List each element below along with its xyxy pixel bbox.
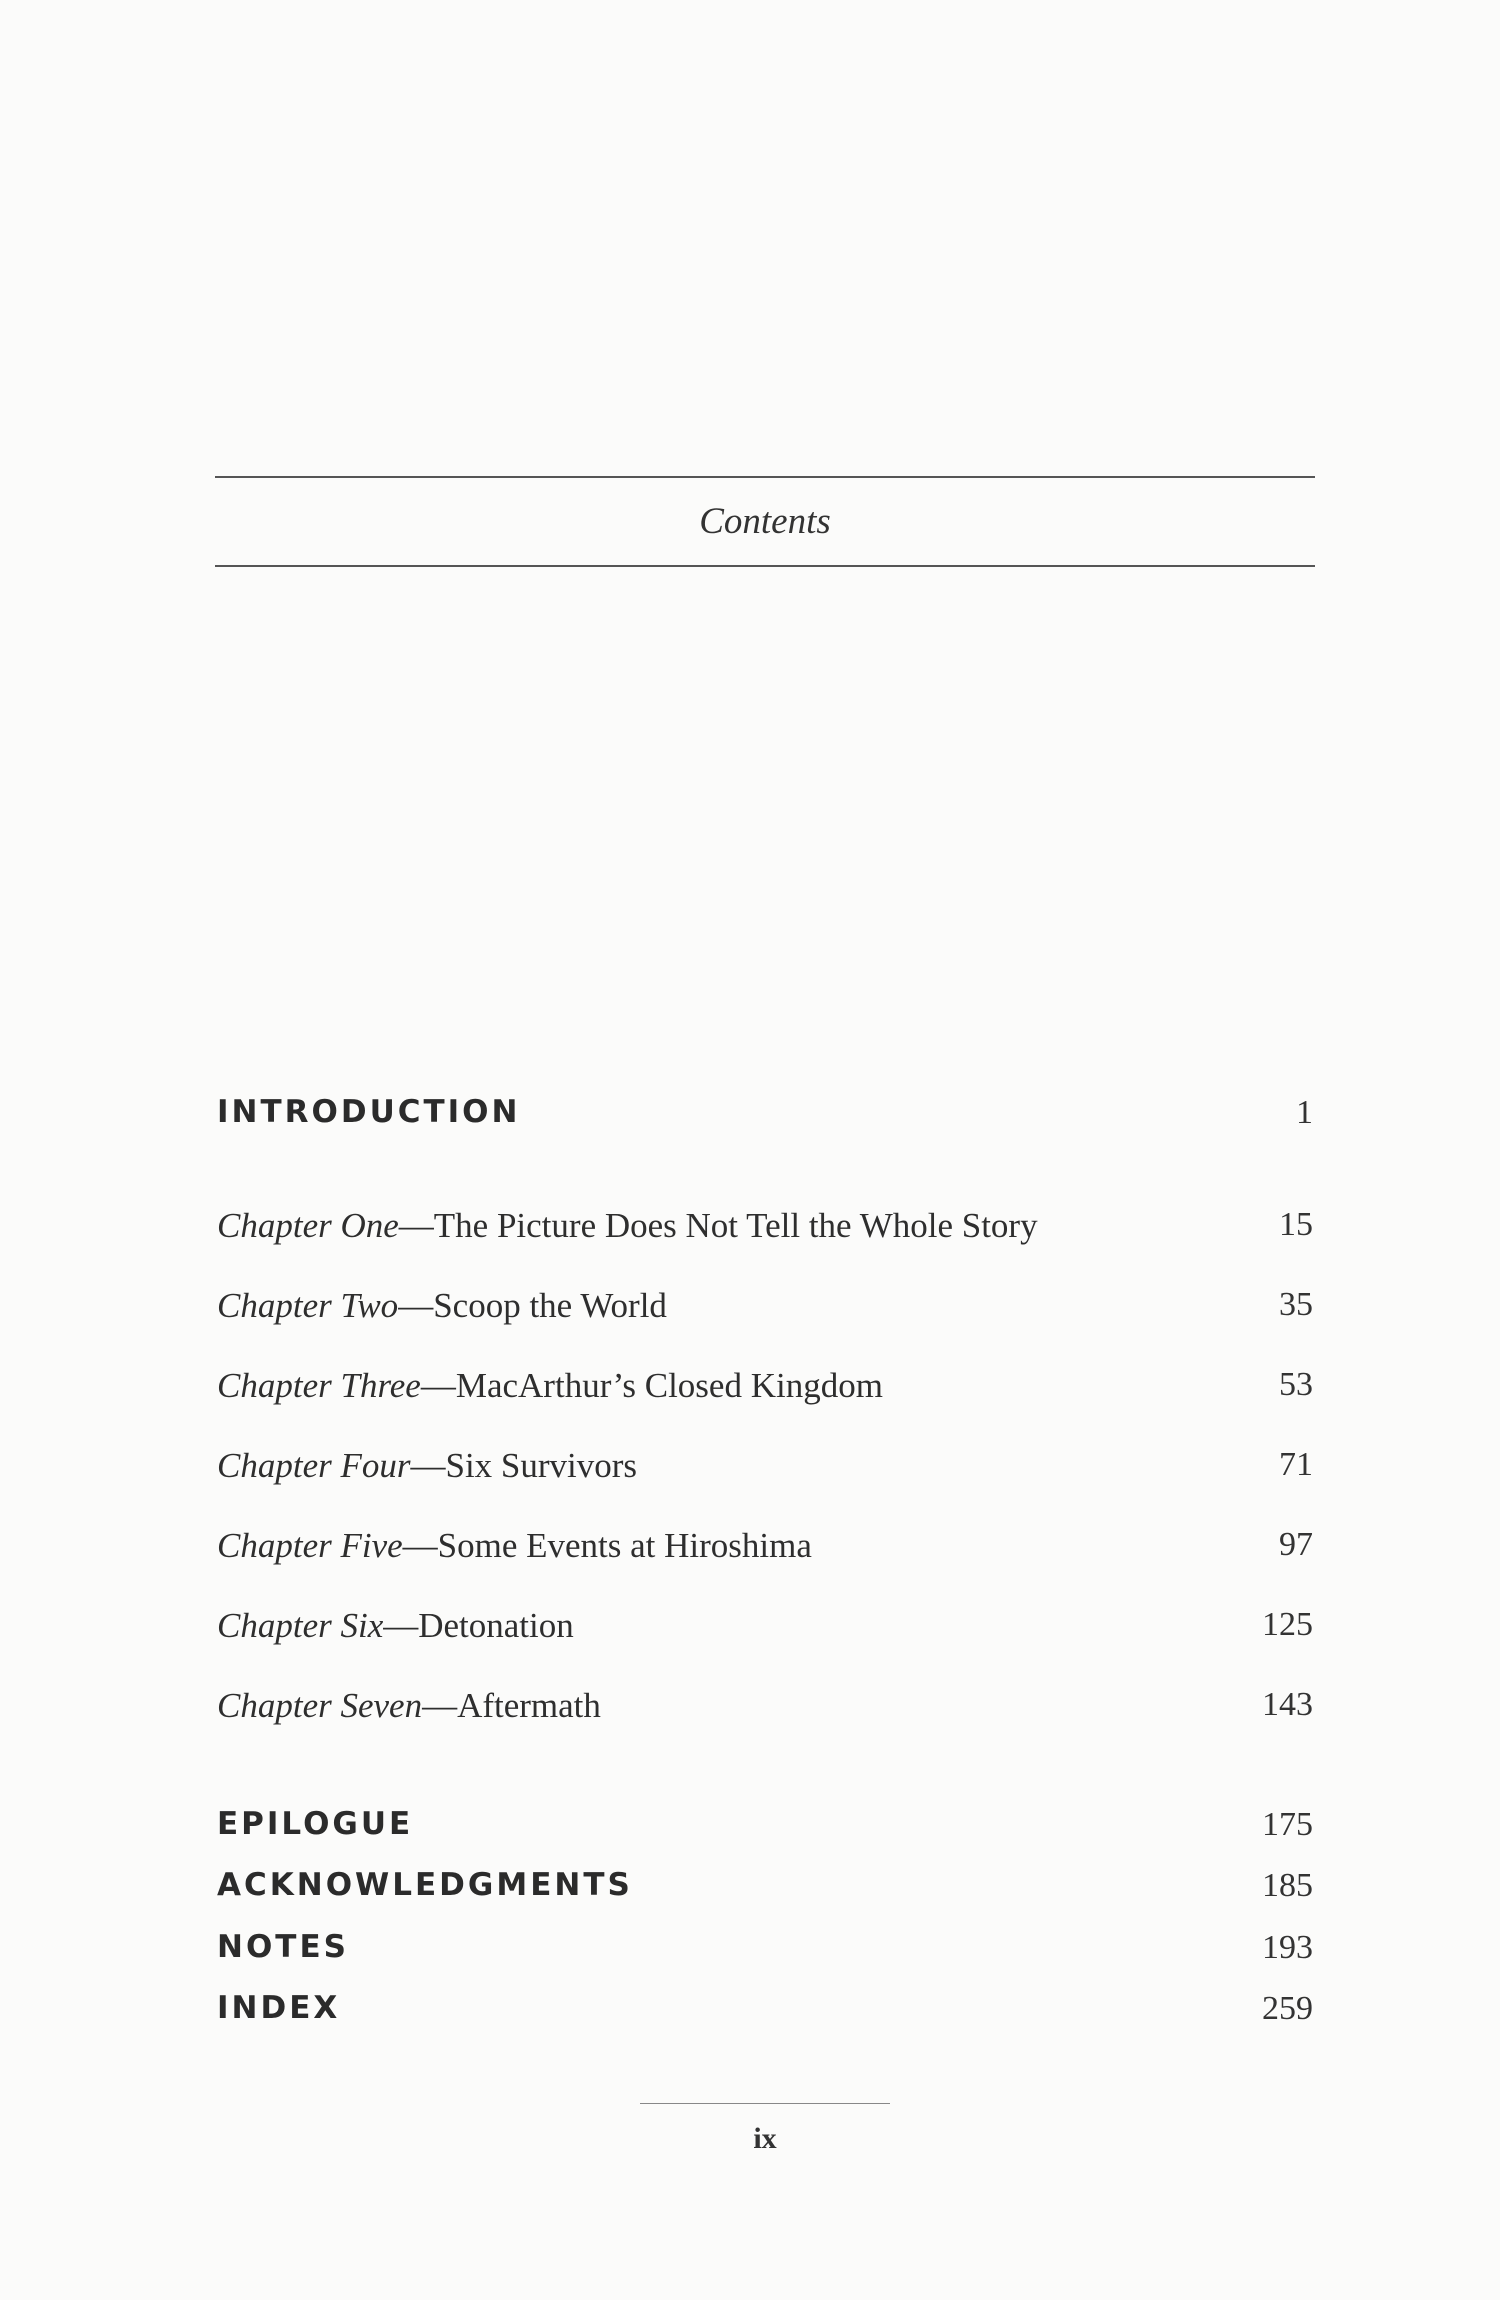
toc-entry-label: ACKNOWLEDGMENTS — [217, 1867, 633, 1903]
toc-entry-notes — [217, 1929, 1313, 1985]
toc-entry-page: 1 — [1296, 1094, 1313, 1131]
toc-entry-page: 71 — [1279, 1446, 1313, 1483]
toc-entry-label: EPILOGUE — [217, 1806, 414, 1842]
dash: — — [398, 1286, 434, 1325]
toc-entry-page: 259 — [1262, 1990, 1313, 2027]
toc-entry-label — [217, 1606, 574, 1646]
toc-entry-label — [217, 1686, 601, 1726]
chapter-prefix: Chapter Three — [217, 1366, 421, 1405]
toc-entry-label — [217, 1366, 883, 1406]
toc-entry-chapter — [217, 1286, 1313, 1342]
toc-entry-chapter — [217, 1446, 1313, 1502]
dash: — — [398, 1206, 434, 1245]
dash: — — [410, 1446, 446, 1485]
toc-entry-page: 175 — [1262, 1806, 1313, 1843]
toc-entry-label — [217, 1526, 812, 1566]
toc-entry-label: NOTES — [217, 1929, 349, 1965]
toc-entry-label — [217, 1286, 667, 1326]
toc-entry-chapter — [217, 1686, 1313, 1742]
chapter-title: Some Events at Hiroshima — [437, 1526, 812, 1565]
chapter-prefix: Chapter Seven — [217, 1686, 423, 1725]
chapter-prefix: Chapter Two — [217, 1286, 399, 1325]
toc-entry-page: 15 — [1279, 1206, 1313, 1243]
toc-entry-label — [217, 1206, 1038, 1246]
toc-entry-page: 125 — [1262, 1606, 1313, 1643]
toc-entry-label: INTRODUCTION — [217, 1094, 521, 1130]
page-number: ix — [753, 2122, 777, 2155]
toc-entry-chapter — [217, 1366, 1313, 1422]
dash: — — [402, 1526, 438, 1565]
footer-rule — [640, 2103, 890, 2104]
chapter-title: Aftermath — [457, 1686, 601, 1725]
dash: — — [420, 1366, 456, 1405]
toc-entry-chapter — [217, 1526, 1313, 1582]
toc-entry-page: 97 — [1279, 1526, 1313, 1563]
chapter-prefix: Chapter Five — [217, 1526, 403, 1565]
chapter-title: The Picture Does Not Tell the Whole Story — [433, 1206, 1038, 1245]
dash: — — [383, 1606, 419, 1645]
chapter-prefix: Chapter One — [217, 1206, 399, 1245]
top-rule — [215, 476, 1315, 478]
chapter-title: MacArthur’s Closed Kingdom — [455, 1366, 883, 1405]
chapter-prefix: Chapter Six — [217, 1606, 384, 1645]
toc-entry-introduction — [217, 1094, 1313, 1150]
chapter-title: Scoop the World — [433, 1286, 667, 1325]
toc-entry-page: 143 — [1262, 1686, 1313, 1723]
toc-entry-page: 53 — [1279, 1366, 1313, 1403]
chapter-title: Six Survivors — [445, 1446, 638, 1485]
toc-entry-label: INDEX — [217, 1990, 341, 2026]
toc-entry-page: 185 — [1262, 1867, 1313, 1904]
toc-entry-page: 193 — [1262, 1929, 1313, 1966]
toc-entry-chapter — [217, 1606, 1313, 1662]
chapter-title: Detonation — [418, 1606, 574, 1645]
toc-entry-label — [217, 1446, 637, 1486]
chapter-prefix: Chapter Four — [217, 1446, 411, 1485]
toc-entry-page: 35 — [1279, 1286, 1313, 1323]
toc-entry-index — [217, 1990, 1313, 2046]
title-bottom-rule — [215, 565, 1315, 567]
page-title: Contents — [699, 501, 831, 542]
toc-entry-acknowledgments — [217, 1867, 1313, 1923]
toc-entry-chapter — [217, 1206, 1313, 1262]
toc-entry-epilogue — [217, 1806, 1313, 1862]
dash: — — [422, 1686, 458, 1725]
